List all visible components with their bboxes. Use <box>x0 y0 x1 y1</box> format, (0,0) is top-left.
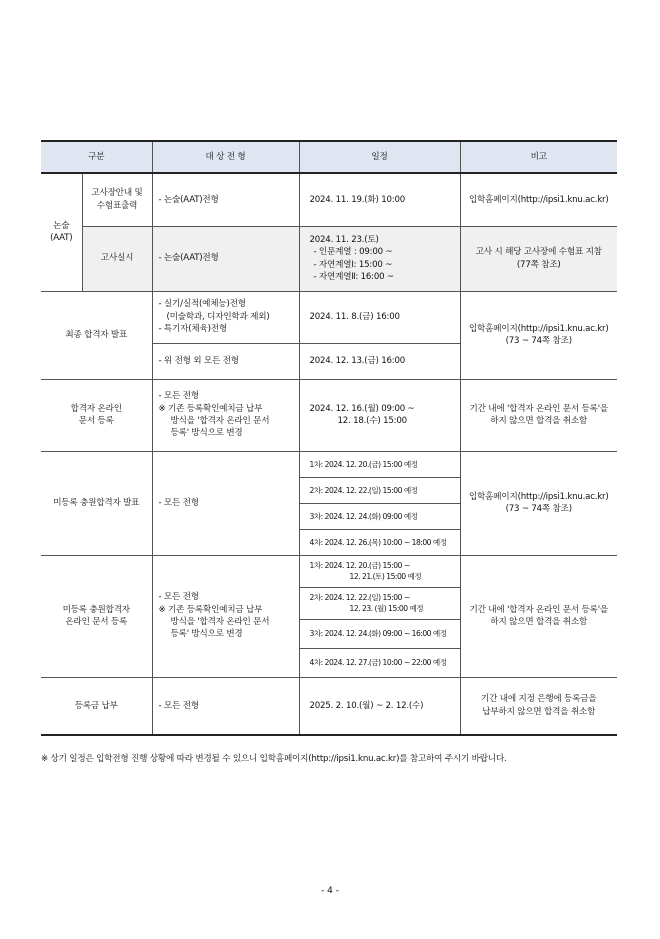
schedule-line: - 자연계열Ⅱ: 16:00 ~ <box>313 271 394 282</box>
note-line: 입학홈페이지(http://ipsi1.knu.ac.kr) <box>468 491 609 502</box>
note-line: 기간 내에 '합격자 온라인 문서 등록'을 <box>469 604 608 615</box>
schedule-line: 12. 23. (월) 15:00 예정 <box>349 604 424 613</box>
schedule-line: 2차: 2024. 12. 22.(일) 15:00 ~ <box>309 593 410 602</box>
header-schedule: 일정 <box>299 141 460 173</box>
group-label: 논술 <box>53 220 70 231</box>
category-line: 미등록 충원합격자 <box>62 604 130 615</box>
schedule-cell: 4차: 2024. 12. 26.(목) 10:00 ~ 18:00 예정 <box>299 529 460 555</box>
schedule-cell: 2025. 2. 10.(월) ~ 2. 12.(수) <box>299 677 460 735</box>
note-line: 납부하지 않으면 합격을 취소함 <box>482 706 596 717</box>
schedule-line: 2024. 12. 16.(월) 09:00 ~ <box>309 403 415 414</box>
schedule-cell <box>299 587 460 619</box>
schedule-cell: 3차: 2024. 12. 24.(화) 09:00 예정 <box>299 503 460 529</box>
group-label: (AAT) <box>50 233 73 244</box>
header-category: 구분 <box>41 141 152 173</box>
note-cell <box>460 555 617 677</box>
schedule-cell: 1차: 2024. 12. 20.(금) 15:00 예정 <box>299 451 460 477</box>
target-cell: - 모든 전형 <box>152 451 299 555</box>
category-line: 합격자 온라인 <box>70 403 122 414</box>
category-cell <box>41 379 152 451</box>
target-line: 방식을 '합격자 온라인 문서 <box>170 617 270 627</box>
category-cell: 최종 합격자 발표 <box>41 291 152 379</box>
category-cell <box>41 555 152 677</box>
schedule-cell: 2024. 12. 13.(금) 16:00 <box>299 343 460 379</box>
target-cell: - 논술(AAT)전형 <box>152 226 299 291</box>
schedule-cell <box>299 555 460 587</box>
schedule-line: 1차: 2024. 12. 20.(금) 15:00 ~ <box>309 561 410 570</box>
target-line: - 특기자(체육)전형 <box>158 324 227 335</box>
note-line: 하지 않으면 합격을 취소함 <box>490 416 588 426</box>
subcategory-label: 고사장안내 및 <box>91 188 143 199</box>
schedule-line: 12. 18.(수) 15:00 <box>337 416 407 426</box>
schedule-cell <box>299 226 460 291</box>
subcategory-label: 수험표출력 <box>96 200 138 211</box>
category-line: 문서 등록 <box>78 416 114 426</box>
table-row <box>41 173 617 226</box>
note-line: (73 ~ 74쪽 참조) <box>505 336 572 346</box>
note-cell <box>460 451 617 555</box>
target-cell: - 논술(AAT)전형 <box>152 173 299 226</box>
schedule-cell <box>299 379 460 451</box>
schedule-cell: 3차: 2024. 12. 24.(화) 09:00 ~ 16:00 예정 <box>299 619 460 648</box>
schedule-cell: 2차: 2024. 12. 22.(일) 15:00 예정 <box>299 477 460 503</box>
footnote: ※ 상기 일정은 입학전형 진행 상황에 따라 변경될 수 있으니 입학홈페이지(http://ipsi1.knu.ac.kr)를 참고하여 주시기 바랍니다. <box>41 754 507 764</box>
target-line: (미술학과, 디자인학과 제외) <box>166 311 270 322</box>
target-cell <box>152 379 299 451</box>
header-target: 대 상 전 형 <box>152 141 299 173</box>
note-line: 기간 내에 지정 은행에 등록금을 <box>481 694 597 705</box>
target-cell: - 모든 전형 <box>152 677 299 735</box>
table-row <box>41 677 617 735</box>
schedule-line: - 인문계열 : 09:00 ~ <box>313 247 393 258</box>
note-line: (73 ~ 74쪽 참조) <box>505 504 572 514</box>
schedule-cell: 2024. 11. 8.(금) 16:00 <box>299 291 460 343</box>
table-header-row <box>41 141 617 173</box>
target-line: 방식을 '합격자 온라인 문서 <box>170 416 270 426</box>
schedule-line: 12. 21.(토) 15:00 예정 <box>349 572 422 581</box>
group-essay-cell <box>41 173 82 291</box>
table-row <box>41 451 617 477</box>
target-cell <box>152 291 299 343</box>
subcategory-cell: 고사실시 <box>82 226 152 291</box>
target-line: 등록' 방식으로 변경 <box>170 428 243 439</box>
note-cell <box>460 291 617 379</box>
table-row <box>41 555 617 587</box>
note-line: 하지 않으면 합격을 취소함 <box>490 617 588 627</box>
schedule-line: 2024. 11. 23.(토) <box>309 234 379 245</box>
schedule-cell: 2024. 11. 19.(화) 10:00 <box>299 173 460 226</box>
target-line: - 실기/실적(예체능)전형 <box>158 299 246 310</box>
category-cell: 등록금 납부 <box>41 677 152 735</box>
note-line: 입학홈페이지(http://ipsi1.knu.ac.kr) <box>468 323 609 334</box>
target-line: - 모든 전형 <box>158 391 199 402</box>
target-line: ※ 기존 등록확인예치금 납부 <box>158 403 263 414</box>
subcategory-cell <box>82 173 152 226</box>
table-row <box>41 291 617 343</box>
target-line: ※ 기존 등록확인예치금 납부 <box>158 604 263 615</box>
target-line: - 모든 전형 <box>158 592 199 603</box>
category-line: 온라인 문서 등록 <box>65 617 128 627</box>
note-line: 고사 시 해당 고사장에 수험표 지참 <box>475 247 602 258</box>
note-cell <box>460 226 617 291</box>
table-row <box>41 379 617 451</box>
note-cell: 입학홈페이지(http://ipsi1.knu.ac.kr) <box>460 173 617 226</box>
target-cell: - 위 전형 외 모든 전형 <box>152 343 299 379</box>
schedule-cell: 4차: 2024. 12. 27.(금) 10:00 ~ 22:00 예정 <box>299 648 460 677</box>
target-cell <box>152 555 299 677</box>
category-cell: 미등록 충원합격자 발표 <box>41 451 152 555</box>
target-line: 등록' 방식으로 변경 <box>170 629 243 640</box>
admission-schedule-table <box>41 140 617 736</box>
note-cell <box>460 379 617 451</box>
note-cell <box>460 677 617 735</box>
note-line: (77쪽 참조) <box>516 259 561 270</box>
table-row <box>41 226 617 291</box>
header-note: 비고 <box>460 141 617 173</box>
page-number: - 4 - <box>321 886 339 896</box>
note-line: 기간 내에 '합격자 온라인 문서 등록'을 <box>469 403 608 414</box>
schedule-line: - 자연계열Ⅰ: 15:00 ~ <box>313 259 393 270</box>
